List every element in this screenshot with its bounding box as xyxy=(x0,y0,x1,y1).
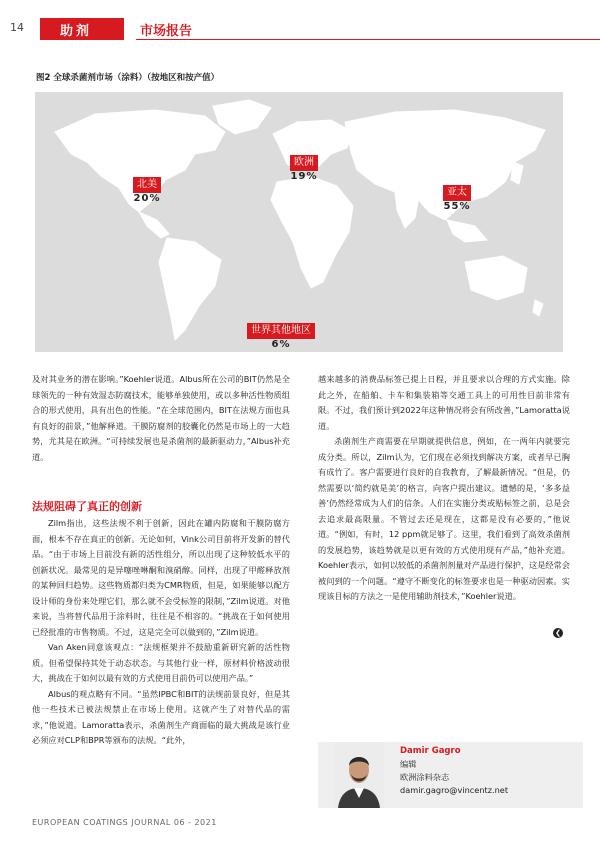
subsection-title: 市场报告 xyxy=(140,24,193,39)
landmass-india xyxy=(395,192,419,228)
region-label: 世界其他地区 xyxy=(247,323,315,339)
article-left-intro xyxy=(32,372,290,465)
paragraph: 及对其业务的潜在影响。”Koehler说道。Albus所在公司的BIT仍然是全球领先的一种有效湿态防腐技术，能够单独使用，或以多种活性物质组合的形式使用，具有出色的性能。“在全球范围内，BIT在法规方面也具有良好的前景，”他解释道。干膜防腐剂的胶囊化仍然是市场上的一大趋势，尤其是在欧洲。“可持续发展也是杀菌剂的最新驱动力，”Albus补充道。 xyxy=(32,374,290,462)
landmass-japan xyxy=(511,162,523,184)
world-map xyxy=(35,92,563,352)
region-value: 55% xyxy=(443,201,471,212)
author-name: Damir Gagro xyxy=(400,746,461,756)
footer: EUROPEAN COATINGS JOURNAL 06 - 2021 xyxy=(32,818,217,827)
article-end-icon: ❮ xyxy=(553,628,563,638)
author-email[interactable]: damir.gagro@vincentz.net xyxy=(400,785,509,795)
paragraph: 越来越多的消费品标签已提上日程，并且要求以合理的方式实施。除此之外，在船舶、卡车和集装箱等交通工具上的可用性目前非常有限。不过，我们预计到2022年这种情况将会有所改善，”Lamoratta说道。 xyxy=(318,374,570,431)
page-number: 14 xyxy=(10,21,24,34)
landmass-central-america xyxy=(139,212,169,238)
paragraph: Van Aken同意该观点：“法规框架并不鼓励重新研究新的活性物质。但希望保持其处于动态状态。与其他行业一样，原材料价格波动很大，挑战在于如何以最有效的方式使用目前仍可以使用产品。” xyxy=(32,642,290,683)
author-org: 欧洲涂料杂志 xyxy=(400,772,450,782)
paragraph: Zilm指出，这些法规不利于创新，因此在罐内防腐和干膜防腐方面，根本不存在真正的创新。无论如何，Vink公司目前将开发新的替代品。“由于市场上目前没有新的活性组分，所以出现了这种较低水平的创新状况。最常见的是异噻唑啉酮和溴硝醇。同样，出现了甲醛释放剂的某种回归趋势。这些物质都归类为CMR物质，但是，如果能够以配方设计师的身份来处理它们，那么就不会受标签的限制，”Zilm说道。对他来说，当将替代品用于涂料时，往往是不相容的。“挑战在于如何使用已经批准的市售物质。不过，这是完全可以做到的，”Zilm说道。 xyxy=(32,518,290,637)
article-left-body xyxy=(32,516,290,749)
author-photo xyxy=(334,742,384,808)
region-value: 20% xyxy=(133,193,161,204)
region-label: 欧洲 xyxy=(290,155,318,171)
region-asia-pacific xyxy=(443,180,471,213)
author-role: 编辑 xyxy=(400,759,417,769)
paragraph: 杀菌剂生产商需要在早期就提供信息，例如，在一两年内就要完成分类。所以，Zilm认为，它们现在必须找到解决方案，或者早已胸有成竹了。客户需要进行良好的自我教育，了解最新情况。“但是，仍然需要以‘简约就是美’的格言，向客户提出建议。遗憾的是，‘多多益善’仍然经常成为人们的信条。人们在实施分类或贴标签之前，总是会去追求最高限量。不管过去还是现在，这都是没有必要的，”他说道。“例如，有时，12 ppm就足够了。这里，我们看到了高效杀菌剂的发展趋势，该趋势就是以更有效的方式使用现有产品，”他补充道。Koehler表示，如何以较低的杀菌剂剂量对产品进行保护，这是经常会被问到的一个问题。“遵守不断变化的标签要求也是一种驱动因素。实现该目标的方法之一是使用辅助剂技术，”Koehler说道。 xyxy=(318,436,570,601)
landmass-africa xyxy=(271,176,353,288)
landmass-south-america xyxy=(159,238,221,340)
section-title: 助剂 xyxy=(60,24,93,39)
landmass-new-zealand xyxy=(533,300,543,316)
author-avatar-icon xyxy=(334,742,384,808)
region-label: 亚太 xyxy=(443,185,471,201)
region-north-america xyxy=(133,172,161,205)
article-right-body xyxy=(318,372,570,605)
section-heading: 法规阻碍了真正的创新 xyxy=(32,500,142,513)
header-rule xyxy=(136,18,600,40)
region-value: 19% xyxy=(290,171,318,182)
paragraph: Albus的观点略有不同。“虽然IPBC和BIT的法规前景良好，但是其他一些技术已被法规禁止在市场上使用。这就产生了对替代品的需求，”他说道。Lamoratta表示，杀菌剂生产商面临的最大挑战是该行业必须应对CLP和BPR等颁布的法规。“此外， xyxy=(32,688,290,745)
landmass-australia xyxy=(465,256,527,300)
world-map-shapes xyxy=(35,92,563,352)
region-europe xyxy=(290,150,318,183)
region-rest-of-world xyxy=(247,318,315,351)
landmass-southeast-asia xyxy=(447,220,487,242)
region-value: 6% xyxy=(271,339,291,350)
figure-title: 图2 全球杀菌剂市场（涂料）（按地区和按产值） xyxy=(36,73,220,83)
region-label: 北美 xyxy=(133,177,161,193)
